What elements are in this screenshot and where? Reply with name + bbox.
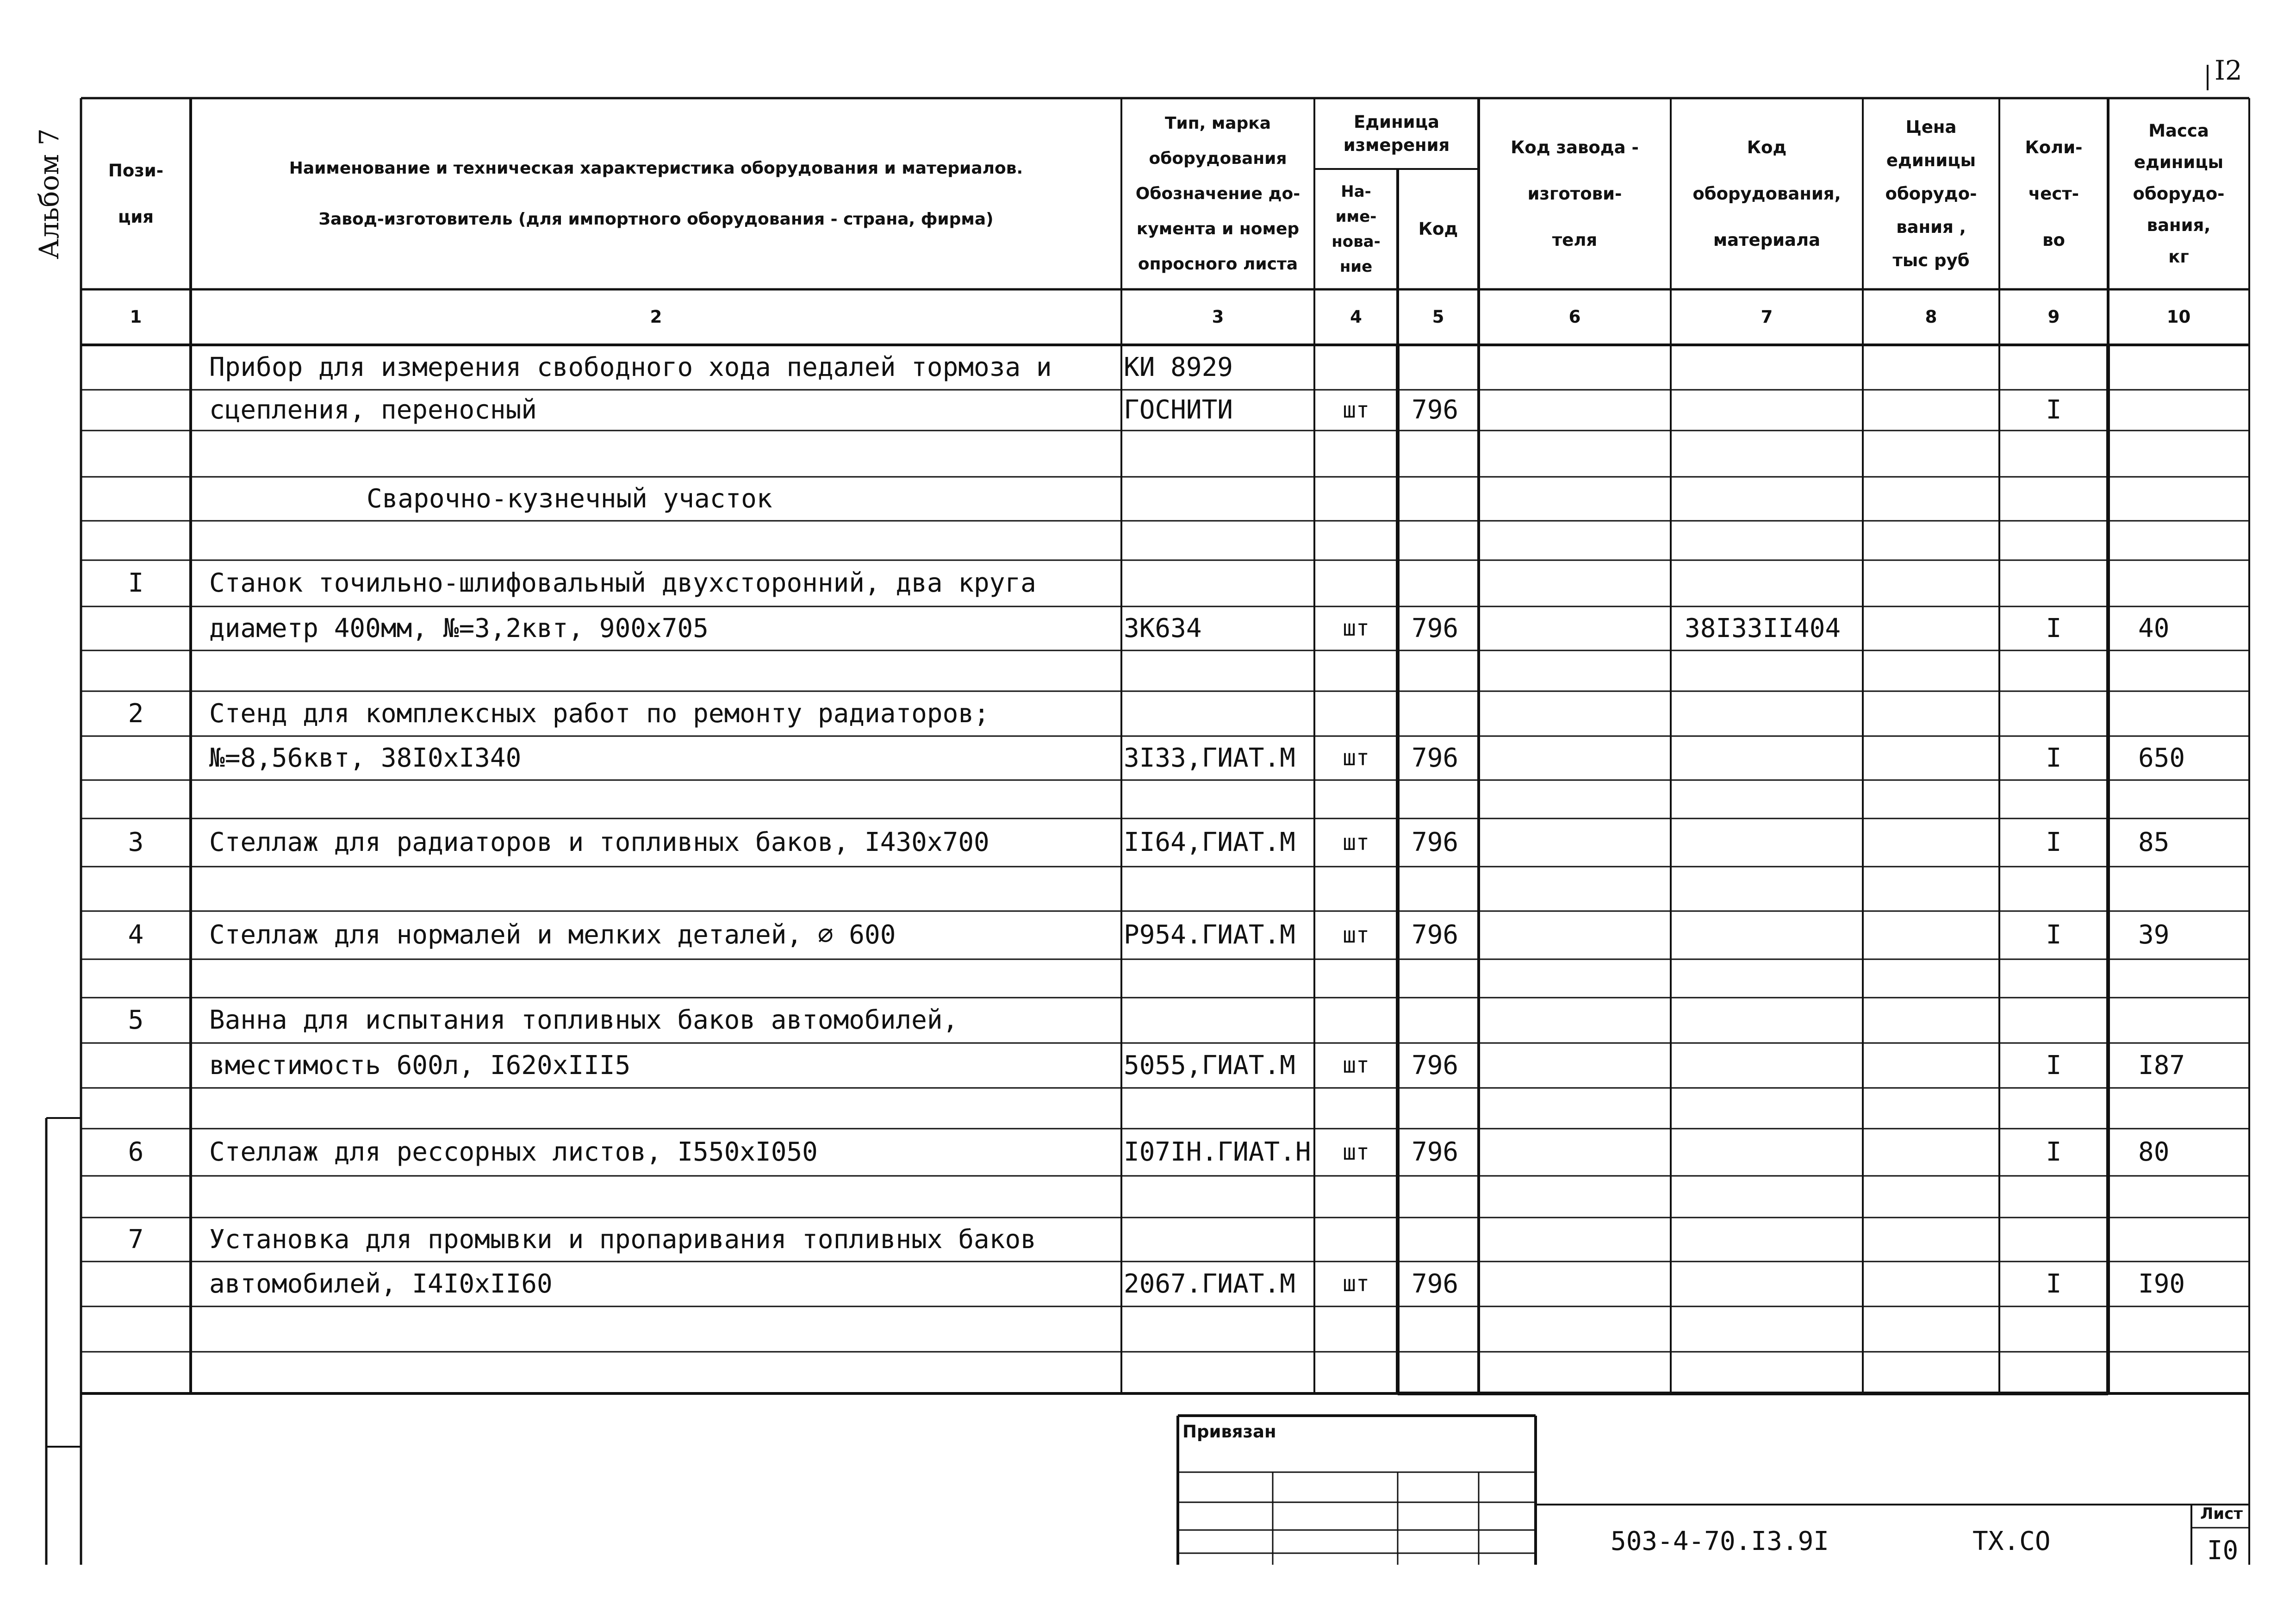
column-number: 6 [1568, 307, 1581, 327]
album-label-text: Альбом 7 [33, 128, 65, 259]
column-number: 4 [1350, 307, 1362, 327]
cell-name: автомобилей, I4I0хII60 [209, 1269, 553, 1299]
header-equipment-code: Код оборудования, материала [1692, 137, 1841, 250]
cell-quantity: I [2046, 1050, 2062, 1081]
cell-mass: I90 [2138, 1269, 2185, 1299]
cell-type: Р954.ГИАТ.М [1124, 920, 1295, 950]
cell-position: 4 [128, 920, 144, 950]
column-number: 3 [1212, 307, 1224, 327]
page-number: I2 [2215, 55, 2242, 86]
header-type: Тип, марка оборудования Обозначение до- кумента и номер опросного листа [1135, 113, 1300, 274]
column-number: 8 [1925, 307, 1937, 327]
cell-equipment-code: 38I33II404 [1685, 613, 1841, 643]
stamp-sheet-label: Лист [2200, 1505, 2243, 1523]
cell-position: I [128, 568, 144, 598]
cell-quantity: I [2046, 613, 2062, 643]
cell-unit-code: 796 [1412, 743, 1459, 773]
cell-unit-code: 796 [1412, 1269, 1459, 1299]
cell-type: КИ 8929 [1124, 352, 1233, 382]
column-number: 2 [650, 307, 662, 327]
cell-position: 5 [128, 1005, 144, 1035]
column-number: 7 [1761, 307, 1773, 327]
header-unit-code: Код [1418, 219, 1458, 239]
cell-type: 3К634 [1124, 613, 1202, 643]
cell-quantity: I [2046, 1137, 2062, 1167]
cell-unit: шт [1343, 830, 1369, 856]
column-number: 9 [2047, 307, 2060, 327]
cell-name: Стеллаж для нормалей и мелких деталей, ∅ 600 [209, 920, 896, 950]
cell-type: 3I33,ГИАТ.М [1124, 743, 1295, 773]
cell-unit-code: 796 [1412, 613, 1459, 643]
cell-type: II64,ГИАТ.М [1124, 827, 1295, 857]
header-position: Пози- ция [108, 160, 164, 227]
cell-unit-code: 796 [1412, 827, 1459, 857]
cell-mass: 40 [2138, 613, 2170, 643]
cell-unit-code: 796 [1412, 920, 1459, 950]
cell-mass: 650 [2138, 743, 2185, 773]
cell-quantity: I [2046, 920, 2062, 950]
cell-position: 3 [128, 827, 144, 857]
cell-name: Прибор для измерения свободного хода педалей тормоза и [209, 352, 1052, 382]
header-mass: Масса единицы оборудо- вания, кг [2133, 120, 2225, 267]
stamp-mark: ТХ.СО [1972, 1526, 2051, 1556]
cell-name: сцепления, переносный [209, 395, 537, 425]
cell-unit: шт [1343, 1052, 1369, 1078]
cell-name: Стенд для комплексных работ по ремонту радиаторов; [209, 699, 989, 729]
cell-unit-code: 796 [1412, 395, 1459, 425]
cell-position: 2 [128, 699, 144, 729]
cell-name: Станок точильно-шлифовальный двухсторонний, два круга [209, 568, 1036, 598]
header-unit-group: Единица измерения [1343, 112, 1450, 155]
cell-mass: I87 [2138, 1050, 2185, 1081]
cell-type: ГОСНИТИ [1124, 395, 1233, 425]
cell-name: диаметр 400мм, №=3,2квт, 900х705 [209, 613, 709, 643]
header-quantity: Коли- чест- во [2025, 137, 2083, 250]
cell-unit: шт [1343, 922, 1369, 948]
cell-mass: 39 [2138, 920, 2170, 950]
cell-name: Ванна для испытания топливных баков автомобилей, [209, 1005, 958, 1035]
cell-unit: шт [1343, 745, 1369, 771]
cell-type: 2067.ГИАТ.М [1124, 1269, 1295, 1299]
column-number: 10 [2166, 307, 2191, 327]
cell-quantity: I [2046, 827, 2062, 857]
cell-name: Стеллаж для радиаторов и топливных баков, I430х700 [209, 827, 989, 857]
cell-quantity: I [2046, 1269, 2062, 1299]
column-number: 5 [1432, 307, 1444, 327]
header-factory-code: Код завода - изготови- теля [1511, 137, 1639, 250]
cell-unit: шт [1343, 615, 1369, 641]
album-label [33, 93, 65, 259]
cell-quantity: I [2046, 395, 2062, 425]
cell-name: Установка для промывки и пропаривания топливных баков [209, 1224, 1036, 1255]
cell-unit: шт [1343, 1139, 1369, 1165]
cell-mass: 85 [2138, 827, 2170, 857]
cell-quantity: I [2046, 743, 2062, 773]
stamp-attached-label: Привязан [1182, 1422, 1276, 1442]
cell-unit-code: 796 [1412, 1137, 1459, 1167]
cell-type: I07IН.ГИАТ.Н [1124, 1137, 1311, 1167]
header-price: Цена единицы оборудо- вания , тыс руб [1885, 117, 1977, 270]
cell-unit: шт [1343, 1271, 1369, 1297]
stamp-sheet-number: I0 [2207, 1536, 2239, 1566]
column-number: 1 [130, 307, 142, 327]
header-unit-name: На- име- нова- ние [1332, 182, 1381, 276]
cell-position: 6 [128, 1137, 144, 1167]
cell-unit-code: 796 [1412, 1050, 1459, 1081]
section-title: Сварочно-кузнечный участок [367, 484, 772, 514]
cell-mass: 80 [2138, 1137, 2170, 1167]
stamp-document-code: 503-4-70.I3.9I [1611, 1526, 1829, 1556]
cell-name: вместимость 600л, I620хIII5 [209, 1050, 631, 1081]
cell-name: №=8,56квт, 38I0хI340 [209, 743, 522, 773]
cell-type: 5055,ГИАТ.М [1124, 1050, 1295, 1081]
cell-position: 7 [128, 1224, 144, 1255]
cell-unit: шт [1343, 397, 1369, 423]
header-name: Наименование и техническая характеристика оборудования и материалов. Завод-изготовитель (для импортного оборудования - страна, фирма) [289, 158, 1023, 229]
cell-name: Стеллаж для рессорных листов, I550хI050 [209, 1137, 818, 1167]
